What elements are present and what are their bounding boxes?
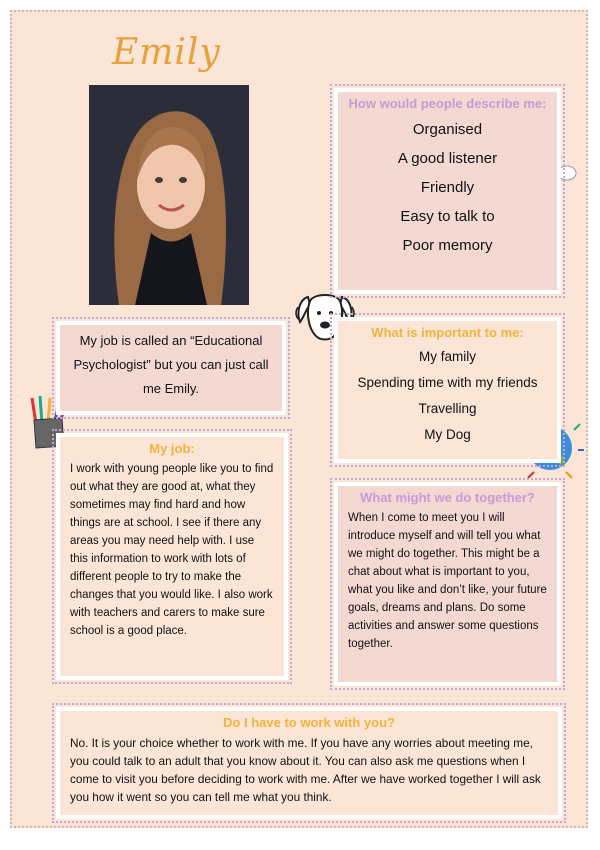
important-item: Travelling xyxy=(418,401,477,416)
important-list xyxy=(338,344,557,448)
describe-item: A good listener xyxy=(397,150,498,167)
describe-list xyxy=(338,115,557,260)
describe-item: Friendly xyxy=(420,179,475,196)
important-heading: What is important to me: xyxy=(371,325,524,340)
describe-item: Poor memory xyxy=(402,237,493,254)
job-title-text: My job is called an “Educational Psychologist” but you can just call me Emily. xyxy=(73,333,269,396)
describe-box xyxy=(334,88,561,294)
important-item: My family xyxy=(419,349,476,364)
profile-photo xyxy=(89,85,249,305)
important-item: Spending time with my friends xyxy=(357,375,538,390)
work-with-heading: Do I have to work with you? xyxy=(223,715,395,730)
describe-item: Organised xyxy=(412,121,483,138)
profile-photo-illustration xyxy=(89,85,249,305)
describe-item: Easy to talk to xyxy=(400,208,495,225)
page-title: Emily xyxy=(112,32,221,73)
important-item: My Dog xyxy=(424,427,471,442)
my-job-box xyxy=(56,433,288,680)
together-box xyxy=(334,482,561,686)
my-job-text: I work with young people like you to find out what they are good at, what they sometimes may find hard and how things are at school. I see if there any areas you may need help with. I use this information to work with lots of different people to try to make the changes that you would like. I also work with teachers and carers to make sure school is a good place. xyxy=(70,463,274,637)
important-box xyxy=(334,317,561,463)
work-with-box xyxy=(56,707,562,819)
together-heading: What might we do together? xyxy=(360,490,535,505)
job-title-box xyxy=(56,321,286,415)
work-with-text: No. It is your choice whether to work with me. If you have any worries about meeting me, you could talk to an adult that you know about it. You can also ask me questions when I come to visit you before deciding to work with me. After we have worked together I will ask you how it went so you can tell me what you think. xyxy=(70,736,541,804)
together-text: When I come to meet you I will introduce myself and will tell you what we might do together. This might be a chat about what is important to you, what you like and don’t like, your future goals, dreams and plans. Do some activities and answer some questions together. xyxy=(348,512,547,650)
profile-page xyxy=(10,10,588,828)
describe-heading: How would people describe me: xyxy=(348,96,547,111)
my-job-heading: My job: xyxy=(149,441,195,456)
